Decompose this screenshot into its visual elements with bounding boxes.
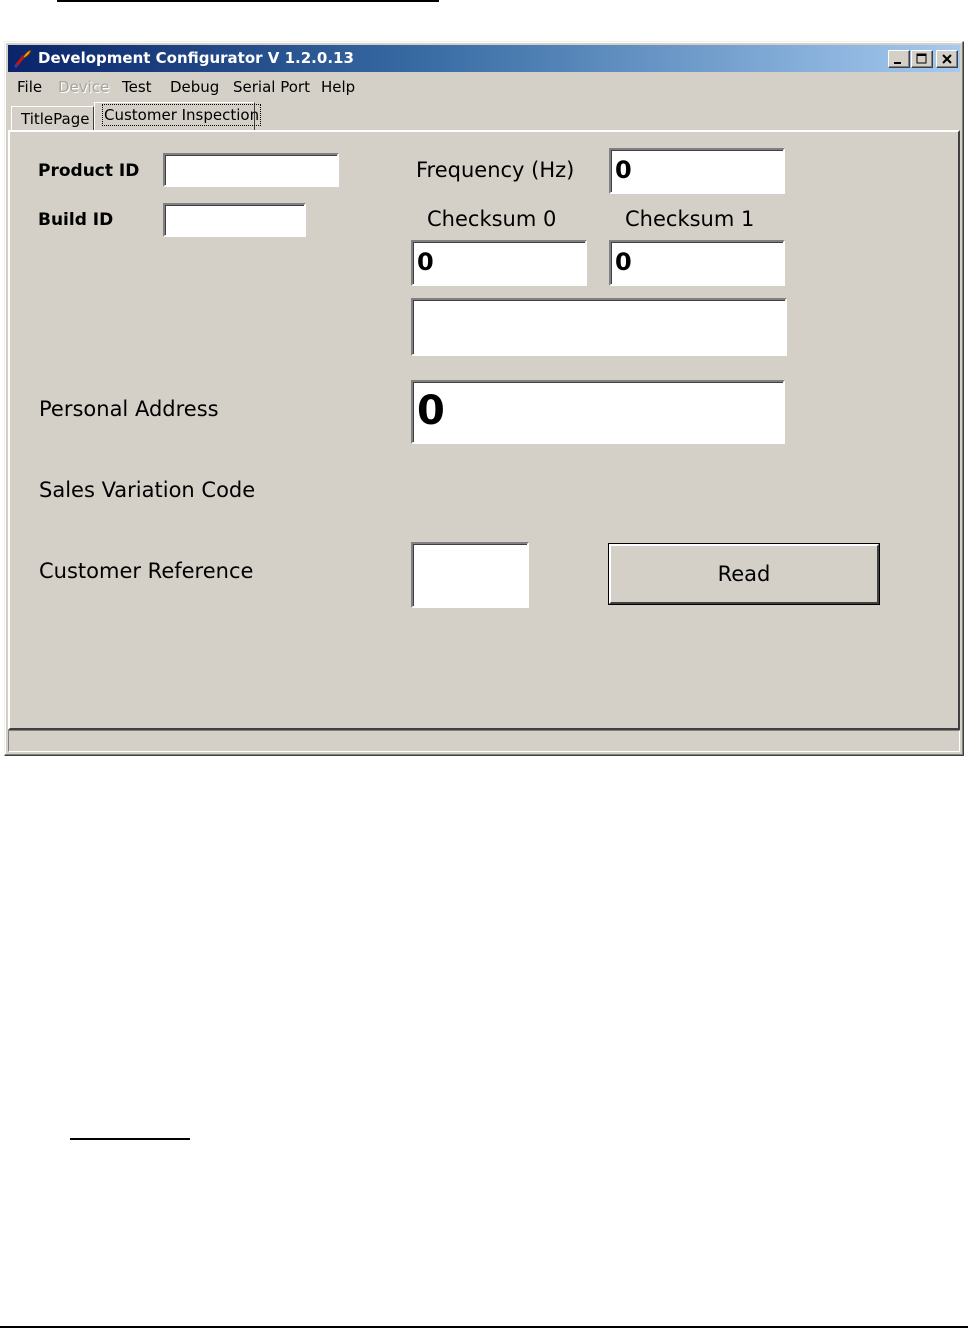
checksum0-label: Checksum 0 <box>427 207 557 231</box>
document-rule-mid <box>70 1138 190 1140</box>
checksum1-field[interactable]: 0 <box>609 240 785 286</box>
menu-device[interactable]: Device <box>58 78 110 96</box>
product-id-field[interactable] <box>163 153 339 187</box>
menu-debug[interactable]: Debug <box>170 78 220 96</box>
status-bar <box>8 730 960 752</box>
customer-reference-field[interactable] <box>411 542 529 608</box>
read-button[interactable]: Read <box>609 544 879 604</box>
product-id-label: Product ID <box>38 161 140 181</box>
personal-address-field[interactable]: 0 <box>411 380 785 444</box>
tab-customer-inspection-label: Customer Inspection <box>104 106 260 124</box>
menu-serial-port[interactable]: Serial Port <box>233 78 310 96</box>
menu-help[interactable]: Help <box>321 78 356 96</box>
build-id-label: Build ID <box>38 210 114 230</box>
tab-titlepage-label: TitlePage <box>21 110 90 128</box>
window-title: Development Configurator V 1.2.0.13 <box>38 49 354 67</box>
customer-reference-label: Customer Reference <box>39 559 254 583</box>
menu-file[interactable]: File <box>17 78 43 96</box>
tab-titlepage[interactable] <box>11 106 94 130</box>
checksum0-field[interactable]: 0 <box>411 240 587 286</box>
document-rule-top <box>57 0 439 2</box>
feather-pen-icon <box>12 49 32 69</box>
minimize-button[interactable] <box>888 50 910 68</box>
sales-variation-code-label: Sales Variation Code <box>39 478 256 502</box>
minimize-icon <box>892 53 906 65</box>
title-bar[interactable] <box>8 45 960 72</box>
menu-bar <box>8 74 960 98</box>
app-window <box>4 41 964 756</box>
close-icon <box>940 53 954 65</box>
build-id-field[interactable] <box>163 203 306 237</box>
maximize-button[interactable] <box>911 50 933 68</box>
frequency-field[interactable]: 0 <box>609 148 785 194</box>
personal-address-label: Personal Address <box>39 397 219 421</box>
maximize-icon <box>915 53 929 65</box>
tab-customer-inspection[interactable] <box>94 102 260 131</box>
checksum1-label: Checksum 1 <box>625 207 755 231</box>
checksum-result-field[interactable] <box>411 298 787 356</box>
close-button[interactable] <box>936 50 958 68</box>
frequency-label: Frequency (Hz) <box>416 158 575 182</box>
menu-test[interactable]: Test <box>122 78 152 96</box>
